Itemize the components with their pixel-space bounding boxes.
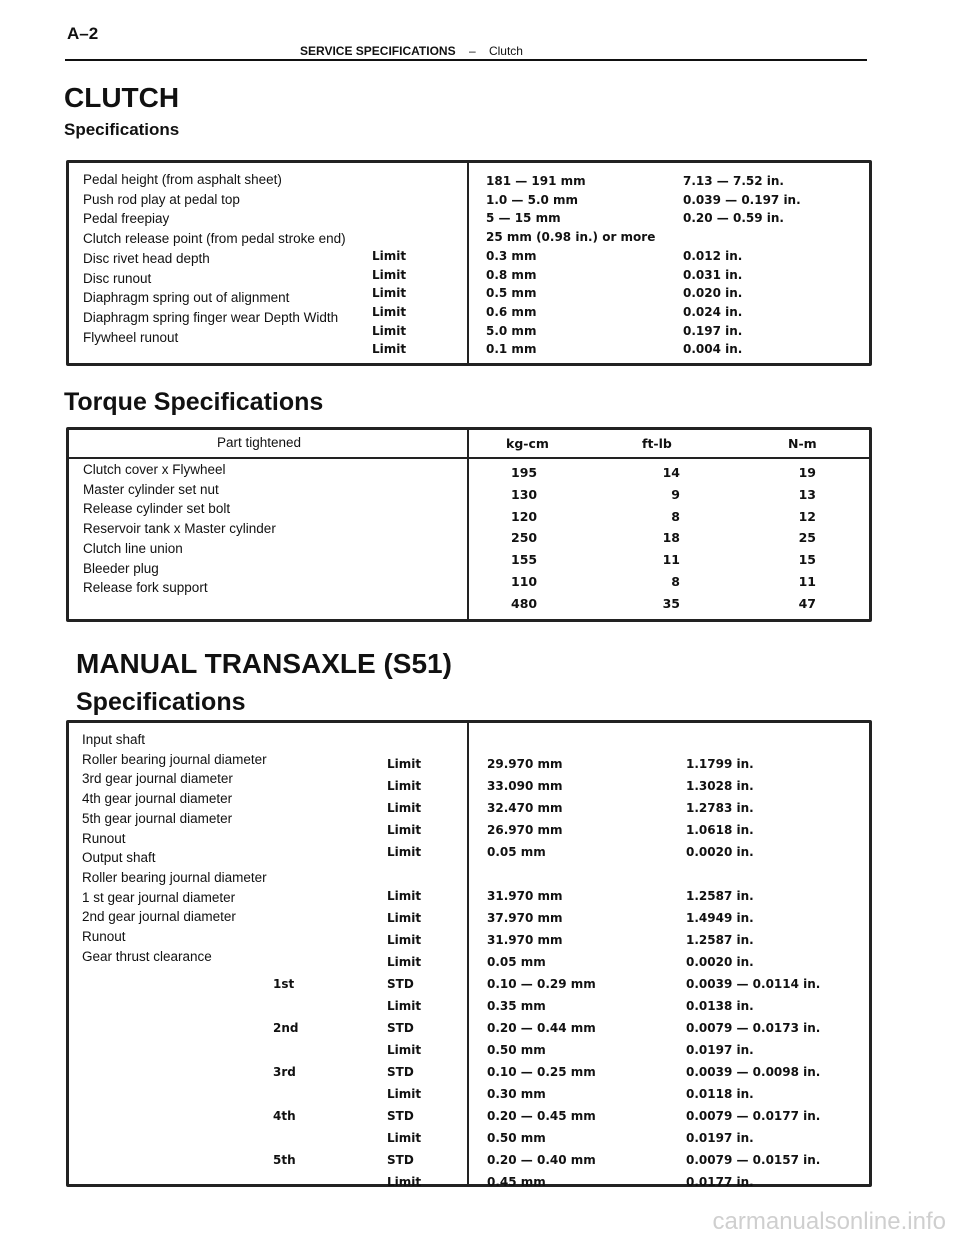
transaxle-item: 3rd gear journal diameter xyxy=(82,771,233,787)
header-section: SERVICE SPECIFICATIONS xyxy=(300,44,456,58)
torque-kgcm: 480 xyxy=(511,595,538,611)
transaxle-metric: 0.05 mm xyxy=(487,845,546,859)
clutch-metric: 0.3 mm xyxy=(486,248,537,263)
clutch-imperial: 0.20 — 0.59 in. xyxy=(683,211,784,226)
torque-ftlb-column xyxy=(644,462,680,615)
transaxle-type: Limit xyxy=(387,757,422,771)
transaxle-metric: 31.970 mm xyxy=(487,889,563,903)
torque-kgcm: 195 xyxy=(511,465,538,480)
torque-part-header: Part tightened xyxy=(216,435,302,450)
torque-part: Clutch line union xyxy=(83,540,183,556)
transaxle-type: Limit xyxy=(387,889,422,903)
clutch-type xyxy=(372,191,406,210)
torque-unit-kgcm: kg-cm xyxy=(506,436,549,451)
clutch-item: Pedal freepiay xyxy=(83,211,170,227)
clutch-type: Limit xyxy=(372,304,407,319)
clutch-metric-column xyxy=(486,172,655,359)
transaxle-type: Limit xyxy=(387,1087,422,1101)
transaxle-imperial: 1.2587 in. xyxy=(686,889,754,903)
transaxle-metric: 0.35 mm xyxy=(487,999,546,1013)
transaxle-imperial: 0.0118 in. xyxy=(686,1087,754,1101)
transaxle-imperial: 1.2587 in. xyxy=(686,933,754,947)
clutch-metric: 5.0 mm xyxy=(486,323,537,338)
gear-label-5th: 5th xyxy=(273,1153,296,1167)
transaxle-imperial: 1.2783 in. xyxy=(686,801,754,815)
torque-kgcm: 110 xyxy=(511,573,538,589)
transaxle-type: Limit xyxy=(387,801,422,815)
torque-nm-column xyxy=(780,462,816,615)
clutch-spec-table xyxy=(66,160,872,366)
clutch-type xyxy=(372,209,406,228)
transaxle-imperial: 0.0079 — 0.0157 in. xyxy=(686,1153,821,1167)
transaxle-metric: 0.10 — 0.29 mm xyxy=(487,977,596,991)
clutch-metric: 0.8 mm xyxy=(486,267,537,282)
torque-nm: 25 xyxy=(798,530,816,546)
transaxle-imperial: 1.4949 in. xyxy=(686,911,754,925)
torque-header-rule xyxy=(69,457,869,459)
transaxle-imperial: 0.0197 in. xyxy=(686,1131,754,1145)
transaxle-metric: 0.45 mm xyxy=(487,1175,546,1189)
torque-nm: 19 xyxy=(798,465,816,480)
torque-kgcm: 250 xyxy=(511,530,538,546)
gear-label-1st: 1st xyxy=(273,977,295,991)
torque-unit-nm: N-m xyxy=(788,436,817,451)
torque-nm: 13 xyxy=(798,486,816,502)
transaxle-type: STD xyxy=(387,977,414,991)
torque-title: Torque Specifications xyxy=(64,388,324,416)
clutch-imperial: 0.197 in. xyxy=(683,323,743,338)
clutch-title: CLUTCH xyxy=(64,82,180,113)
clutch-item: Push rod play at pedal top xyxy=(83,191,240,207)
torque-part-list xyxy=(83,460,276,598)
torque-kgcm-column xyxy=(511,462,537,615)
clutch-type: Limit xyxy=(372,267,407,282)
clutch-imperial: 0.039 — 0.197 in. xyxy=(683,192,801,207)
transaxle-type: Limit xyxy=(387,779,422,793)
watermark: carmanualsonline.info xyxy=(712,1208,946,1235)
transaxle-item: Roller bearing journal diameter xyxy=(82,751,267,767)
transaxle-imperial: 0.0020 in. xyxy=(686,845,754,859)
transaxle-imperial xyxy=(686,863,820,885)
clutch-metric: 1.0 — 5.0 mm xyxy=(486,192,579,207)
transaxle-imperial: 0.0079 — 0.0173 in. xyxy=(686,1021,821,1035)
transaxle-metric-column xyxy=(487,753,596,1193)
clutch-metric: 0.1 mm xyxy=(486,342,537,357)
torque-ftlb: 11 xyxy=(662,552,680,568)
transaxle-item: 4th gear journal diameter xyxy=(82,791,233,807)
transaxle-imperial: 0.0039 — 0.0114 in. xyxy=(686,977,821,991)
transaxle-type: Limit xyxy=(387,1043,422,1057)
transaxle-metric: 0.50 mm xyxy=(487,1043,546,1057)
clutch-metric: 25 mm (0.98 in.) or more xyxy=(486,230,656,245)
transaxle-item: 2nd gear journal diameter xyxy=(82,909,236,925)
header-separator: – xyxy=(468,44,476,58)
transaxle-imperial: 0.0197 in. xyxy=(686,1043,754,1057)
transaxle-item: Runout xyxy=(82,830,126,846)
transaxle-metric: 0.20 — 0.45 mm xyxy=(487,1109,596,1123)
transaxle-type: Limit xyxy=(387,999,422,1013)
transaxle-metric: 0.20 — 0.44 mm xyxy=(487,1021,596,1035)
clutch-imperial-column xyxy=(683,172,801,359)
transaxle-metric: 33.090 mm xyxy=(487,779,563,793)
transaxle-metric: 0.30 mm xyxy=(487,1087,546,1101)
clutch-specs-subtitle: Specifications xyxy=(64,120,180,139)
transaxle-title: MANUAL TRANSAXLE (S51) xyxy=(76,648,452,679)
torque-part: Release cylinder set bolt xyxy=(83,501,231,517)
gear-label-4th: 4th xyxy=(273,1109,296,1123)
clutch-metric: 0.6 mm xyxy=(486,304,537,319)
running-header xyxy=(300,44,523,58)
transaxle-type: Limit xyxy=(387,1175,422,1189)
torque-part: Release fork support xyxy=(83,580,208,596)
torque-nm: 47 xyxy=(798,595,816,611)
transaxle-metric: 31.970 mm xyxy=(487,933,563,947)
clutch-type: Limit xyxy=(372,342,407,357)
transaxle-type-column xyxy=(387,753,421,1193)
gear-label-3rd: 3rd xyxy=(273,1065,296,1079)
transaxle-metric: 0.20 — 0.40 mm xyxy=(487,1153,596,1167)
transaxle-metric: 37.970 mm xyxy=(487,911,563,925)
transaxle-imperial-column xyxy=(686,753,820,1193)
torque-nm: 12 xyxy=(798,508,816,524)
transaxle-imperial: 1.0618 in. xyxy=(686,823,754,837)
clutch-table-divider xyxy=(467,163,469,363)
transaxle-specs-subtitle: Specifications xyxy=(76,688,246,716)
transaxle-type xyxy=(387,863,421,885)
clutch-imperial: 0.004 in. xyxy=(683,342,743,357)
transaxle-labels xyxy=(82,730,267,966)
clutch-imperial xyxy=(683,228,801,247)
clutch-imperial: 0.020 in. xyxy=(683,286,743,301)
torque-part: Reservoir tank x Master cylinder xyxy=(83,521,276,537)
clutch-type: Limit xyxy=(372,286,407,301)
header-topic: Clutch xyxy=(488,44,523,58)
torque-part: Bleeder plug xyxy=(83,560,159,576)
clutch-item: Flywheel runout xyxy=(83,329,179,345)
transaxle-metric: 0.50 mm xyxy=(487,1131,546,1145)
transaxle-spec-table xyxy=(66,720,872,1187)
transaxle-imperial: 1.1799 in. xyxy=(686,757,754,771)
transaxle-type: Limit xyxy=(387,823,422,837)
transaxle-type: STD xyxy=(387,1153,414,1167)
clutch-type xyxy=(372,172,406,191)
clutch-type: Limit xyxy=(372,323,407,338)
torque-nm: 11 xyxy=(798,573,816,589)
clutch-type-column xyxy=(372,172,406,359)
transaxle-metric: 29.970 mm xyxy=(487,757,563,771)
transaxle-type: STD xyxy=(387,1065,414,1079)
torque-ftlb: 18 xyxy=(662,530,680,546)
torque-ftlb: 8 xyxy=(671,508,680,524)
clutch-type xyxy=(372,228,406,247)
transaxle-type: STD xyxy=(387,1109,414,1123)
torque-ftlb: 14 xyxy=(662,465,680,480)
clutch-imperial: 0.031 in. xyxy=(683,267,743,282)
torque-ftlb: 9 xyxy=(671,486,680,502)
transaxle-imperial: 0.0138 in. xyxy=(686,999,754,1013)
clutch-item: Disc runout xyxy=(83,270,152,286)
page-number: A–2 xyxy=(67,24,99,43)
transaxle-item: 5th gear journal diameter xyxy=(82,810,233,826)
torque-kgcm: 130 xyxy=(511,486,538,502)
torque-part: Master cylinder set nut xyxy=(83,481,219,497)
clutch-imperial: 7.13 — 7.52 in. xyxy=(683,174,784,188)
torque-kgcm: 155 xyxy=(511,552,538,568)
transaxle-metric: 0.05 mm xyxy=(487,955,546,969)
transaxle-metric: 32.470 mm xyxy=(487,801,563,815)
torque-unit-ftlb: ft-lb xyxy=(642,436,672,451)
clutch-metric: 0.5 mm xyxy=(486,286,537,301)
transaxle-item: Input shaft xyxy=(82,732,146,747)
transaxle-imperial: 0.0079 — 0.0177 in. xyxy=(686,1109,821,1123)
torque-nm: 15 xyxy=(798,552,816,568)
transaxle-metric: 26.970 mm xyxy=(487,823,563,837)
clutch-metric: 5 — 15 mm xyxy=(486,211,561,226)
torque-spec-table xyxy=(66,427,872,622)
transaxle-imperial: 0.0177 in. xyxy=(686,1175,754,1189)
transaxle-type: Limit xyxy=(387,955,422,969)
transaxle-imperial: 0.0039 — 0.0098 in. xyxy=(686,1065,821,1079)
clutch-item: Pedal height (from asphalt sheet) xyxy=(83,172,282,187)
transaxle-imperial: 0.0020 in. xyxy=(686,955,754,969)
gear-label-2nd: 2nd xyxy=(273,1021,299,1035)
torque-ftlb: 35 xyxy=(662,595,680,611)
transaxle-item: Roller bearing journal diameter xyxy=(82,869,267,885)
clutch-item: Clutch release point (from pedal stroke end) xyxy=(83,231,346,247)
transaxle-type: STD xyxy=(387,1021,414,1035)
header-rule xyxy=(65,59,867,61)
transaxle-imperial: 1.3028 in. xyxy=(686,779,754,793)
transaxle-item: Gear thrust clearance xyxy=(82,948,212,964)
transaxle-table-divider xyxy=(467,723,469,1184)
clutch-type: Limit xyxy=(372,248,407,263)
transaxle-type: Limit xyxy=(387,1131,422,1145)
transaxle-type: Limit xyxy=(387,933,422,947)
clutch-metric: 181 — 191 mm xyxy=(486,174,586,188)
transaxle-item: Output shaft xyxy=(82,850,156,866)
transaxle-item: Runout xyxy=(82,929,126,945)
transaxle-item: 1 st gear journal diameter xyxy=(82,889,236,905)
torque-part: Clutch cover x Flywheel xyxy=(83,462,226,477)
torque-kgcm: 120 xyxy=(511,508,538,524)
clutch-item: Disc rivet head depth xyxy=(83,250,210,266)
transaxle-type: Limit xyxy=(387,911,422,925)
clutch-imperial: 0.012 in. xyxy=(683,248,743,263)
transaxle-metric xyxy=(487,863,596,885)
clutch-item: Diaphragm spring finger wear Depth Width xyxy=(83,309,339,325)
clutch-imperial: 0.024 in. xyxy=(683,304,743,319)
torque-ftlb: 8 xyxy=(671,573,680,589)
clutch-labels xyxy=(83,170,346,347)
transaxle-type: Limit xyxy=(387,845,422,859)
transaxle-metric: 0.10 — 0.25 mm xyxy=(487,1065,596,1079)
clutch-item: Diaphragm spring out of alignment xyxy=(83,290,290,306)
